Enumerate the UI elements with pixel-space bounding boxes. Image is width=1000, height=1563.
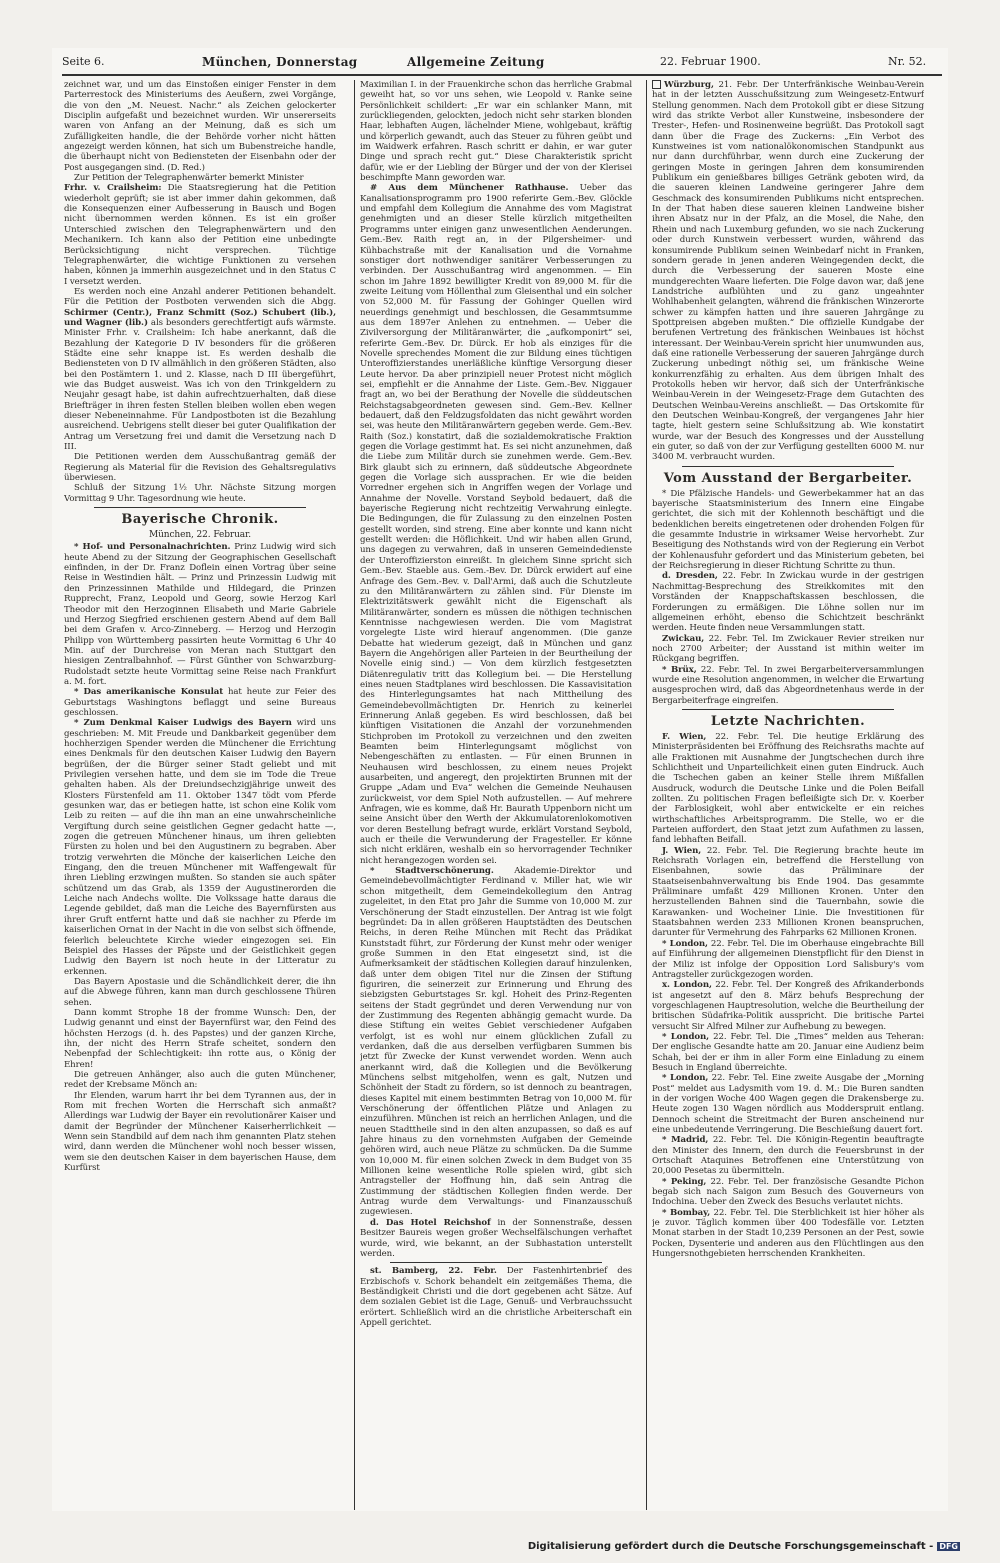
paragraph-text: 22. Febr. Tel. Der Kongreß des Afrikanderbonds ist angesetzt auf den 8. März behufs Besprechung der vorgeschlagenen Hauptresolution, welche die Beurtheilung der britischen Südafrika-Politik ausspricht. Die britische Partei versucht Sir Alfred Milner zur Aufhebung zu bewegen.: [652, 980, 924, 1032]
paragraph-text: 22. Febr. Tel. Die heutige Erklärung des Ministerpräsidenten bei Eröffnung des Reichsraths machte auf alle Fraktionen mit Ausnahme der Jungtschechen durch ihre Schlichtheit und Unparteilichkeit einen guten Eindruck. Auch die Tschechen gaben an keiner Stelle ihrem Mißfallen Ausdruck, wodurch die Deutsche Linke und die Polen Beifall zollten. Zu politischen Fragen befleißigte sich Dr. v. Koerber der Farblosigkeit, wohl aber entwickelte er ein reiches wirthschaftliches Arbeitsprogramm. Die Stelle, wo er die Parteien auffordert, den Staat jetzt zum Aufathmen zu lassen, fand lebhaften Beifall.: [652, 731, 924, 846]
section-heading: Bayerische Chronik.: [121, 512, 279, 528]
paragraph-text: Die Staatsregierung hat die Petition wiederholt geprüft; sie ist aber immer dahin gekommen, daß die Konsequenzen einer Aufbesserung in Bausch und Bogen nicht übernommen werden können. Es ist ein großer Unterschied zwischen den Telegraphenwärtern und den Mechanikern. Ich kann also der Petition eine unbedingte Berücksichtigung nicht versprechen. Tüchtige Telegraphenwärter, die wichtige Funktionen zu versehen haben, können ja immerhin ausgezeichnet und in den Status C I versetzt werden.: [64, 183, 336, 287]
paragraph-text: 22. Febr. Tel. In zwei Bergarbeiterversammlungen wurde eine Resolution angenommen, in welcher die Erwartung ausgesprochen wird, daß das Abgeordnetenhaus werde in der Bergarbeiterfrage eingreifen.: [652, 664, 924, 706]
paragraph-text: 22. Febr. Tel. Die im Oberhause eingebrachte Bill auf Einführung der allgemeinen Dienstpflicht für den Dienst in der Miliz ist infolge der Opposition Lord Salisbury's vom Antragsteller zurückgezogen worden.: [652, 938, 924, 980]
paragraph: Dann kommt Strophe 18 der fromme Wunsch: Den, der Ludwig genannt und einst der Bayernfürst war, den Feind des höchsten Herzogs (d. h. des Papstes) und der ganzen Kirche, ihn, der nicht des Herrn Strafe scheitet, sondern den Nebenpfad der Schlechtigkeit: ihn rotte aus, o König der Ehren!: [64, 1007, 336, 1070]
paragraph-text: 22. Febr. Tel. Eine zweite Ausgabe der „Morning Post“ meldet aus Ladysmith vom 19. d. M.: Die Buren sandten in der vorigen Woche 400 Wagen gegen die Drakensberge zu. Heute zogen 130 Wagen nördlich aus Modderspruit entlang. Dennoch scheint die Streitmacht der Buren anscheinend nur eine unbedeutende Verringerung. Die Beschießung dauert fort.: [652, 1073, 924, 1135]
paragraph: [64, 687, 336, 718]
digitization-credit: [528, 1541, 960, 1552]
paragraph-text: wird uns geschrieben: M. Mit Freude und Dankbarkeit gegenüber dem hochherzigen Spender werden die Münchener die Errichtung eines Denkmals für den deutschen Kaiser Ludwig den Bayern begrüßen, der die Bürger seiner Stadt geliebt und mit Privilegien versehen hatte, und dem sie im Tode die Treue gehalten haben. Als der Dreiundsechzigjährige unweit des Klosters Fürstenfeld am 11. Oktober 1347 tödt vom Pferde gesunken war, das er betiegen hatte, ist schon eine Kolik vom Leib zu reiten — auf die ihn man an eine unwahrscheinliche Vergiftung durch seine geistlichen Gegner gedacht hatte —, zogen die getreuen Münchener hinaus, um ihren geliebten Fürsten zu holen und bei den Augustinern zu begraben. Aber trotzig verwehrten die Mönche der kaiserlichen Leiche den Eingang, den die treuen Münchener mit Waffengewalt für ihren Liebling erzwingen mußten. So standen sie auch später schützend um das Grab, als 1359 der Augustinerorden die Leiche nach Andechs wollte. Die Volkssage hatte daraus die Legende gebildet, daß man die Leiche des Bayernfürsten aus ihrer Gruft entfernt hatte und daß sie nachher zu Pferde im kaiserlichen Ornat in der Nacht in die von selbst sich öffnende, feierlich beleuchtete Kirche wieder eingezogen sei. Ein Beispiel des Hasses der Päpste und der Geistlichkeit gegen Ludwig den Bayern ist noch heute in der Litteratur zu erkennen.: [64, 718, 336, 977]
paragraph: * Die Pfälzische Handels- und Gewerbekammer hat an das bayerische Staatsministerium des Innern eine Eingabe gerichtet, die sich mit der Kohlennoth beschäftigt und die bedenklichen bereits eingetretenen oder drohenden Folgen für die gesammte Industrie in wirksamer Weise hervorhebt. Zur Beseitigung des Nothstands wird von der Regierung ein Verbot der Kohlenausfuhr gefordert und das Ministerium gebeten, bei der Reichsregierung in dieser Richtung Schritte zu thun.: [652, 488, 924, 572]
item-heading: * Zum Denkmal Kaiser Ludwigs des Bayern: [74, 718, 292, 729]
item-heading: d. Dresden,: [662, 571, 718, 582]
column-1: [64, 80, 336, 1510]
paragraph: zeichnet war, und um das Einstoßen einiger Fenster in dem Parterrestock des Ministeriums des Aeußern, zwei Vorgänge, die von den „M. Neuest. Nachr.“ als Zeichen gelockerter Disciplin aufgefaßt und bezeichnet wurden. Wir unsererseits waren von Anfang an der Meinung, daß es sich um Zufälligkeiten handle, die der Behörde vorher nicht hätten angezeigt werden können, hat sich um Bubenstreiche handle, die überhaupt nicht von Bediensteten der Eisenbahn oder der Post ausgegangen sind. (D. Red.): [64, 80, 336, 173]
paragraph: Schluß der Sitzung 1½ Uhr. Nächste Sitzung morgen Vormittag 9 Uhr. Tagesordnung wie heute.: [64, 483, 336, 504]
paragraph: Ihr Elenden, warum harrt ihr bei dem Tyrannen aus, der in Rom mit frechen Worten die Herrschaft sich anmaßt? Allerdings war Ludwig der Bayer ein revolutionärer Kaiser und damit der Begründer der Münchener Kaiserherrlichkeit — Wenn sein Standbild auf dem nach ihm genannten Platz stehen wird, dann werden die Münchener wohl noch besser wissen, wem sie den deutschen Kaiser in dem bayerischen Hause, dem Kurfürst: [64, 1090, 336, 1174]
paragraph: Zur Petition der Telegraphenwärter bemerkt Minister: [74, 173, 304, 184]
paragraph: Die getreuen Anhänger, also auch die guten Münchener, redet der Krebsame Mönch an:: [64, 1069, 336, 1091]
paragraph: [652, 939, 924, 980]
item-heading: Zwickau,: [662, 633, 705, 644]
section-rule: [390, 1262, 602, 1263]
item-heading: * Das amerikanische Konsulat: [74, 687, 224, 698]
paragraph: [652, 980, 924, 1032]
dateline: München, 22. Februar.: [148, 530, 252, 541]
item-heading: * London,: [662, 938, 708, 949]
speaker-names: Schirmer (Centr.), Franz Schmitt (Soz.) Schubert (lib.), und Wagner (lib.): [64, 307, 336, 328]
paragraph-text: 22. Febr. Tel. Die Regierung brachte heute im Reichsrath Vorlagen ein, betreffend die Herstellung von Eisenbahnen, sowie das Präliminare der Staatseisenbahnverwaltung bis Ende 1904. Das gesammte Präliminare umfaßt 429 Millionen Kronen. Unter den herzustellenden Bahnen sind die Tauernbahn, sowie die Karawanken- und Wocheiner Linie. Die Investitionen für Staatsbahnen werden 233 Millionen Kronen beanspruchen, darunter für Vermehrung des Fahrparks 62 Millionen Kronen.: [652, 845, 924, 939]
credit-text: Digitalisierung gefördert durch die Deutsche Forschungsgemeinschaft -: [527, 1541, 934, 1552]
paragraph: [652, 1177, 924, 1208]
checkbox-icon: [652, 80, 661, 89]
item-heading: * Hof- und Personalnachrichten.: [74, 542, 231, 553]
column-2: [360, 80, 632, 1510]
item-heading: st. Bamberg, 22. Febr.: [370, 1266, 497, 1277]
paragraph: [652, 665, 924, 706]
section-heading: Letzte Nachrichten.: [710, 713, 866, 729]
paragraph-text: Ueber das Kanalisationsprogramm pro 1900 referirte Gem.-Bev. Glöckle und empfahl dem Kollegium die Annahme des vom Magistrat genehmigten und an dieser Stelle kürzlich mitgetheilten Programms unter einigen ganz unwesentlichen Aenderungen. Gem.-Bev. Raith regt an, in der Pilgersheimer- und Kühbachstraße mit der Kanalisation und die Vornahme sonstiger dort nothwendiger sanitärer Verbesserungen zu verbinden. Der Ausschußantrag wird angenommen. — Ein schon im Jahre 1892 bewilligter Kredit von 89,000 M. für die zweite Leitung vom Höllenthal zum Gleisenthal und ein solcher von 52,000 M. für Fassung der Gohinger Quellen wird neuerdings genehmigt und beschlossen, die Gesammtsumme aus dem 1897er Anlehen zu entnehmen. — Ueber die Zivilversorgung der Militäranwärter, die „aufkomponirt“ sei, referirte Gem.-Bev. Dr. Dürck. Er hob als einziges für die Novelle sprechendes Moment die zur Bildung eines tüchtigen Unteroffizierstandes unerläßliche künftige Versorgung dieser Leute hervor. Da aber prinzipiell neuer Protest nicht möglich sei, empfiehlt er die Annahme der Liste. Gem.-Bev. Niggauer fragt an, wo bei der Berathung der Novelle die süddeutschen Reichstagsabgeordneten gewesen sind. Gem.-Bev. Kellner bedauert, daß den Feldzugsfoldaten das nicht gewährt worden sei, was heute den Militäranwärtern gegeben werde. Gem.-Bev. Raith (Soz.) konstatirt, daß die sozialdemokratische Fraktion gegen die Vorlage gestimmt hat. Es sei nicht anzunehmen, daß die Liebe zum Militär durch sie zunehmen werde. Gem.-Bev. Birk glaubt sich zu erinnern, daß süddeutsche Abgeordnete gegen die Vorlage sich aussprachen. Er wie die beiden Vorredner ergehen sich in Angriffen wegen der Vorlage und Annahme der Novelle. Vorstand Seybold bedauert, daß die bayerische Regierung nicht rechtzeitig Verwahrung einlegte. Die Bedingungen, die für Zulassung zu den einzelnen Posten gestellt worden, sind streng. Eine aber konnte und kann nicht gestellt werden: die Höflichkeit. Und wir haben allen Grund, uns dagegen zu verwahren, daß in unseren Gemeindedienste der Unteroffizierston einreißt. In gleichem Sinne spricht sich Gem.-Bev. Staeble aus. Gem.-Bev. Dr. Dürck erwidert auf eine Anfrage des Gem.-Bev. v. Dall'Armi, daß auch die Schutzleute zu den Militäranwärtern zu zählen sind. Für Dienste im Elektrizitätswerk gewählt nicht die Eigenschaft als Militäranwärter, sondern es müssen die nöthigen technischen Kenntnisse nachgewiesen werden. Die vom Magistrat vorgelegte Liste wird hierauf angenommen. (Die ganze Debatte hat wiederum gezeigt, daß in München und ganz Bayern die Angehörigen aller Parteien in der Beurtheilung der Novelle einig sind.) — Von dem kürzlich festgesetzten Diätenregulativ tritt das Kollegium bei. — Die Herstellung eines neuen Stadtplanes wird beschlossen. Die Kassavisitation des Hinterlegungsamtes hat nach Mittheilung des Gemeindebevollmächtigten Dr. Henrich zu keinerlei Erinnerung Anlaß gegeben. Es wird beschlossen, daß bei künftigen Visitationen die Anzahl der vorzunehmenden Stichproben im Protokoll zu verzeichnen und den zweiten Beamten beim Hinterlegungsamt möglichst von Nebengeschäften zu entlasten. — Für einen Brunnen in Neuhausen wird beschlossen, zu einem neues Projekt ausarbeiten, und angeregt, den projektirten Brunnen mit der Gruppe „Adam und Eva“ welchen die Gemeinde Neuhausen zurückweist, vor dem Spiel Noth aufzustellen. — Auf mehrere Anfragen, wie es komme, daß Hr. Baurath Uppenborn nicht um seine Ansicht über den Werth der Akkumulatorenlokomotiven vor deren Bestellung befragt wurde, erklärt Vorstand Seybold, auch er theile die Verwunderung der Fragesteller. Er könne sich nicht erklären, weshalb ein so hervorragender Techniker nicht herangezogen worden sei.: [360, 183, 632, 866]
item-heading: * Brüx,: [662, 664, 697, 675]
item-heading: Würzburg,: [664, 80, 714, 90]
column-divider: [646, 80, 647, 1510]
paragraph: [360, 866, 632, 1218]
item-heading: x. London,: [662, 980, 712, 991]
paragraph-text: 22. Febr. Tel. Die Sterblichkeit ist hier höher als je zuvor. Täglich kommen über 400 Todesfälle vor. Letzten Monat starben in der Stadt 10,239 Personen an der Pest, sowie Pocken, Dysenterie und anderen aus den Flüchtlingen aus den Hungersnothgebieten herrschenden Krankheiten.: [652, 1207, 924, 1260]
item-heading: * London,: [662, 1031, 710, 1042]
paragraph: [652, 80, 924, 463]
column-3: [652, 80, 924, 1510]
issue-date: 22. Februar 1900.: [660, 55, 761, 68]
paragraph: [652, 634, 924, 665]
paragraph: [64, 718, 336, 977]
section-heading: Vom Ausstand der Bergarbeiter.: [663, 470, 913, 486]
paragraph-text: 22. Febr. In Zwickau wurde in der gestrigen Nachmittag-Besprechung des Streikkomites mit den Vorständen der Knappschaftskassen beschlossen, die Forderungen zu ermäßigen. Die Löhne sollen nur im allgemeinen erhöht, ebenso die Schichtzeit beschränkt werden. Heute finden neue Versammlungen statt.: [652, 571, 924, 634]
item-heading: * Stadtverschönerung.: [370, 866, 494, 877]
paragraph-text: Akademie-Direktor und Gemeindebevollmächtigter Ferdinand v. Miller hat, wie wir schon mitgetheilt, dem Gemeindekollegium den Antrag zugeleitet, in den Etat pro Jahr die Summe von 10,000 M. zur Verschönerung der Stadt einzustellen. Der Antrag ist wie folgt begründet: Da in allen größeren Hauptstädten des Deutschen Reichs, in deren Reihe München mit Recht das Prädikat Kunststadt führt, zur Förderung der Kunst mehr oder weniger große Summen in den Etat eingesetzt sind, ist die Aufmerksamkeit der städtischen Kollegien darauf hinzulenken, daß unter dem obigen Titel nur die Zinsen der Stiftung figuriren, die seinerzeit zur Erinnerung und Ehrung des siebzigsten Geburtstages Sr. kgl. Hoheit des Prinz-Regenten seitens der Stadt gegründet und deren Verwendung nur von der Zustimmung des Regenten abhängig gemacht wurde. Da diese Stiftung ein weites Gebiet verschiedener Aufgaben verfolgt, ist es wohl nur einem glücklichen Zufall zu verdanken, daß die aus derselben verfügbaren Summen bis jetzt für Zwecke der Kunst verwendet worden. Wenn auch anerkannt wird, daß die Kollegien und die Bevölkerung Münchens selbst mitgeholfen, wenn es galt, Nutzen und Schönheit der Stadt zu fördern, so ist dennoch zu beantragen, dieses Kapitel mit einem bestimmten Betrag von 10,000 M. für Verschönerung der öffentlichen Plätze und Anlagen zu einzuführen. München ist reich an herrlichen Anlagen, und die neuen Stadttheile sind in den alten anzupassen, so daß es auf Jahre hinaus zu den vornehmsten Aufgaben der Gemeinde gehören wird, auch neue Plätze zu schmücken. Da die Summe von 10,000 M. für einen solchen Zweck in dem Budget von 35 Millionen keine wesentliche Rolle spielen wird, gibt sich Antragsteller der Hoffnung hin, daß sein Antrag die Zustimmung der städtischen Kollegien finden werde. Der Antrag wurde dem Verwaltungs- und Finanzausschuß zugewiesen.: [360, 866, 632, 1218]
item-heading: J. Wien,: [662, 845, 702, 856]
paragraph: [360, 1218, 632, 1259]
paragraph-text: 22. Febr. Tel. Die Königin-Regentin beauftragte den Minister des Innern, den durch die Feuersbrunst in der Ortschaft Ataquines Betroffenen eine Unterstützung von 20,000 Pesetas zu übermitteln.: [652, 1135, 924, 1177]
paragraph-text: Der Fastenhirtenbrief des Erzbischofs v. Schork behandelt ein zeitgemäßes Thema, die Beständigkeit Christi und die dort gegebenen acht Sätze. Auf dem sozialen Gebiet ist die Lage, Genuß- und Verbrauchssucht erörtert. Schließlich wird an die christliche Arbeiterschaft ein Appell gerichtet.: [360, 1266, 632, 1328]
paragraph-text: in der Sonnenstraße, dessen Besitzer Baureis wegen großer Wechselfälschungen verhaftet wurde, wird, wie bekannt, an der Subhastation unterstellt werden.: [360, 1217, 632, 1259]
item-heading: d. Das Hotel Reichshof: [370, 1217, 491, 1228]
paragraph: [652, 846, 924, 939]
item-heading: * Madrid,: [662, 1135, 709, 1146]
paragraph: [652, 1208, 924, 1260]
paragraph-text: als besonders gerechtfertigt aufs wärmste. Minister Frhr. v. Crailsheim: Ich habe anerkannt, daß die Bezahlung der Kategorie D IV besonders für die größeren Städte eine sehr knappe ist. Es werden deshalb die Bediensteten von D IV allmählich in den größeren Städten, also bei den Postämtern 1. und 2. Klasse, nach D III übergeführt, wie das Budget ausweist. Was ich von den Trinkgeldern zu Neujahr gesagt habe, ist dahin aufrechtzuerhalten, daß diese Briefträger in ihren festen Stellen bleiben wollen eben wegen dieser Nebeneinnahme. Für Landpostboten ist die Bezahlung ausreichend. Uebrigens stellt dieser bei guter Qualifikation der Antrag um Versetzung frei und damit die Versetzung nach D III.: [64, 317, 336, 453]
paragraph: Maximilian I. in der Frauenkirche schon das herrliche Grabmal geweiht hat, so vor uns sehen, wie Leopold v. Ranke seine Persönlichkeit schildert: „Er war ein schlanker Mann, mit zurückliegenden, gelockten, jedoch nicht sehr starken blonden Haar, lebhaften Augen, lächelnder Miene, wohlgebaut, kräftig und körperlich gewandt, auch das Steuer zu führen geübt und im Waidwerk erfahren. Rasch schritt er dahin, er war guter Dinge und sprach recht gut.“ Diese Charakteristik spricht dafür, wie er der Liebling der Bürger und der von der Klerisei beschimpfte Mann geworden war.: [360, 80, 632, 184]
item-heading: * Bombay,: [662, 1207, 711, 1218]
city-day: München, Donnerstag: [202, 55, 358, 69]
item-heading: F. Wien,: [662, 731, 707, 742]
paragraph: [360, 1266, 632, 1328]
paragraph-text: hat heute zur Feier des Geburtstags Washingtons beflaggt und seine Bureaus geschlossen.: [64, 687, 336, 718]
item-heading: * London,: [662, 1073, 709, 1084]
dfg-logo-icon: DFG: [939, 1541, 958, 1551]
paragraph: [652, 732, 924, 846]
paragraph: [652, 1073, 924, 1135]
newspaper-title: Allgemeine Zeitung: [407, 55, 545, 69]
item-heading: * Peking,: [662, 1176, 707, 1187]
paragraph: [360, 183, 632, 866]
paragraph: [652, 1135, 924, 1176]
paragraph: [652, 571, 924, 633]
page-number: Seite 6.: [62, 55, 105, 68]
paragraph-text: Es werden noch eine Anzahl anderer Petitionen behandelt. Für die Petition der Postboten verwenden sich die Abgg.: [64, 286, 336, 308]
paragraph: Die Petitionen werden dem Ausschußantrag gemäß der Regierung als Material für die Revision des Gehaltsregulativs überwiesen.: [64, 452, 336, 484]
speaker-name: Frhr. v. Crailsheim:: [64, 183, 162, 194]
paragraph-text: 22. Febr. Tel. Der französische Gesandte Pichon begab sich nach Saigon zum Besuch des Gouverneurs von Indochina. Ueber den Zweck des Besuchs verlautet nichts.: [652, 1176, 924, 1208]
section-rule: [94, 507, 306, 508]
item-heading: # Aus dem Münchener Rathhause.: [370, 183, 569, 194]
header-rule: [62, 74, 942, 76]
paragraph: [64, 183, 336, 286]
paragraph: [64, 542, 336, 687]
paragraph: Das Bayern Apostasie und die Schändlichkeit derer, die ihn auf die Abwege führen, kann man durch geschlossene Thüren sehen.: [64, 976, 336, 1008]
paragraph: [64, 287, 336, 453]
section-rule: [682, 709, 894, 710]
paragraph-text: 21. Febr. Der Unterfränkische Weinbau-Verein hat in der letzten Ausschußsitzung zum Weingesetz-Entwurf Stellung genommen. Nach dem Protokoll gibt er diese Sitzung wird das strikte Verbot aller Kunstweine, insbesondere der Trester-, Hefen- und Rosinenweine begrüßt. Das Protokoll sagt dann über die Frage des Zuckerns: „Ein Verbot des Kunstweines ist vom nationalökonomischen Standpunkt aus nur dann durchführbar, wenn durch eine Zuckerung der geringen Moste in geringen Jahren dem konsumirenden Publikum ein genießbares billiges Getränk geboten wird, da die saueren kleinen Landweine geringerer Jahre dem Geschmack des konsumirenden Publikums nicht entsprechen. In der That haben diese saueren kleinen Landweine bisher ihren Absatz nur in der Pfalz, an die Mosel, die Nahe, den Rhein und nach Luxemburg gefunden, wo sie nach Zuckerung oder durch Kunstwein verbessert wurden, während das konsumirende Publikum seinen Weinbedarf nicht in Franken, sondern gerade in jenen anderen Weingegenden deckt, die durch die Verbesserung der saueren Moste eine mundgerechten Waare lieferten. Die Folge davon war, daß jene Landstriche aufblühten und zu ganz ungeahnter Wohlhabenheit gelangten, während die fränkischen Winzerorte schwer zu kämpfen hatten und ihre saueren Jahrgänge zu Spottpreisen abgeben mußten.“ Die offizielle Kundgabe der berufenen Vertretung des fränkischen Weinbaues ist höchst interessant. Der Weinbau-Verein spricht hier unumwunden aus, daß eine rationelle Verbesserung der saueren Jahrgänge durch Zuckerung unbedingt nöthig sei, um fränkische Weine konkurrenzfähig zu erhalten. Aus dem übrigen Inhalt des Protokolls heben wir hervor, daß sich der Unterfränkische Weinbau-Verein in der Weingesetz-Frage dem Gutachten des Deutschen Weinbau-Vereins anschließt. — Das Ortskomite für den Deutschen Weinbau-Kongreß, der vergangenes Jahr hier tagte, hielt gestern seine Schlußsitzung ab. Wie konstatirt wurde, war der Besuch des Kongresses und der Ausstellung ein guter, so daß von der zur Verfügung gestellten 6000 M. nur 3400 M. verbraucht wurden.: [652, 80, 924, 463]
issue-number: Nr. 52.: [888, 55, 927, 68]
paragraph-text: Prinz Ludwig wird sich heute Abend zu der Sitzung der Geographischen Gesellschaft einfinden, in der Dr. Franz Doflein einen Vortrag über seine Reise in Westindien hält. — Prinz und Prinzessin Ludwig mit den Prinzessinnen Mathilde und Hildegard, die Prinzen Rupprecht, Franz, Leopold und Georg, sowie Herzog Karl Theodor mit den Herzoginnen Elisabeth und Marie Gabriele und Herzog Siegfried erschienen gestern Abend auf dem Ball bei dem Grafen v. Arco-Zinneberg. — Herzog und Herzogin Philipp von Württemberg passirten heute Vormittag 6 Uhr 40 Min. auf der Durchreise von Meran nach Stuttgart den hiesigen Zentralbahnhof. — Fürst Günther von Schwarzburg-Rudolstadt setzte heute Vormittag seine Reise nach Frankfurt a. M. fort.: [64, 542, 336, 687]
paragraph-text: 22. Febr. Tel. Die „Times“ melden aus Teheran: Der englische Gesandte hatte am 20. Januar eine Audienz beim Schah, bei der er ihm in aller Form eine Einladung zu einem Besuch in England überreichte.: [652, 1031, 924, 1073]
paragraph: [652, 1032, 924, 1073]
section-rule: [682, 466, 894, 467]
paragraph-text: 22. Febr. Tel. Im Zwickauer Revier streiken nur noch 2700 Arbeiter; der Ausstand ist mithin weiter im Rückgang begriffen.: [652, 633, 924, 665]
column-divider: [354, 80, 355, 1510]
